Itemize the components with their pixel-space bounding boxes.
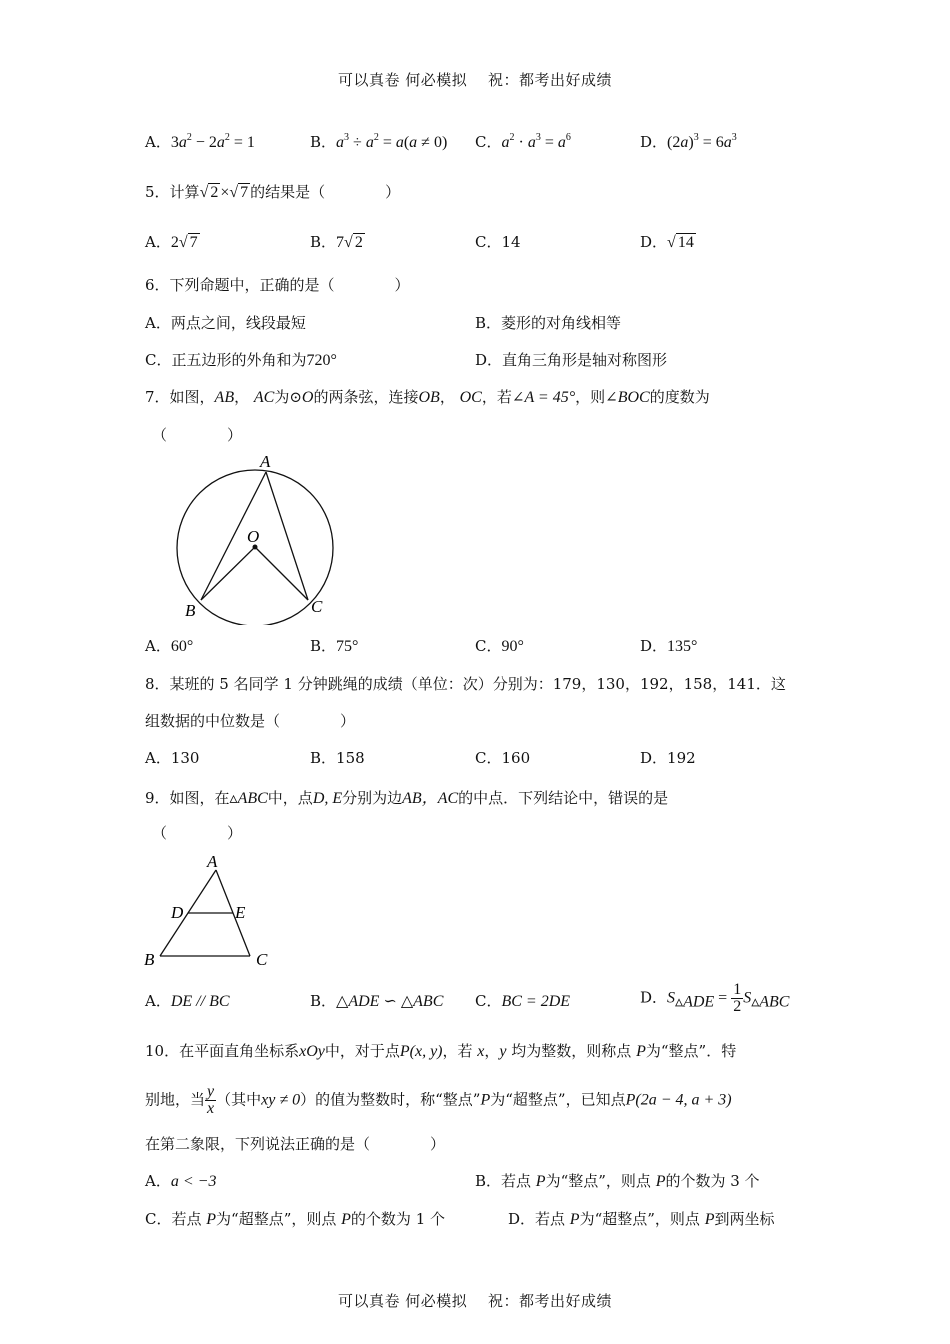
- q7-answer-blank: （ ）: [152, 426, 243, 444]
- q6-option-c: C．正五边形的外角和为720°: [145, 351, 337, 369]
- segment-oc: [255, 547, 308, 600]
- q5-stem-expr: √ 2 ×√ 7: [199, 184, 249, 201]
- q7-circle-figure: [165, 450, 355, 625]
- q8-stem-line2: 组数据的中位数是（ ）: [145, 712, 356, 730]
- option-label: B．: [310, 133, 337, 151]
- q4-option-c: [475, 131, 571, 152]
- fraction-y-over-x: $\frac{y}{x}$: [207, 1083, 215, 1117]
- q5-option-c: C．14: [475, 233, 521, 251]
- q10-option-a: A．a < −3: [145, 1172, 217, 1190]
- q4-option-d: [640, 131, 737, 152]
- label-a: A: [207, 852, 218, 871]
- q7-option-b: B．75°: [310, 637, 359, 655]
- q7-option-a: A．60°: [145, 637, 194, 655]
- q5-b-expr: 7√ 2: [336, 234, 363, 251]
- q9-option-c: C．BC = 2DE: [475, 992, 571, 1010]
- q9-stem: 9．如图，在▵ABC中，点D, E分别为边AB，AC的中点．下列结论中，错误的是: [145, 789, 669, 807]
- label-o: O: [247, 527, 260, 546]
- q10-stem-line1: 10．在平面直角坐标系xOy中，对于点P(x, y)，若 x，y 均为整数，则称点 P为“整点”．特: [145, 1042, 737, 1060]
- q8-option-c: C．160: [475, 749, 531, 767]
- q9-option-b: B．△ADE ∽ △ABC: [310, 992, 444, 1010]
- label-c: C: [311, 597, 323, 616]
- q8-option-b: B．158: [310, 749, 365, 767]
- q9-option-a: A．DE // BC: [145, 992, 230, 1010]
- q5-d-expr: √ 14: [667, 234, 694, 251]
- label-c: C: [256, 950, 268, 969]
- label-b: B: [185, 601, 196, 620]
- page-footer: 可以真卷 何必模拟 祝：都考出好成绩: [337, 1292, 613, 1310]
- segment-ob: [201, 547, 255, 600]
- q7-stem: 7．如图，AB， AC为⊙O的两条弦，连接OB， OC，若∠A = 45°，则∠BOC的度数为: [145, 388, 710, 406]
- q5-option-a: A．2√ 7: [145, 233, 198, 251]
- option-label: A．: [145, 133, 171, 151]
- q9-answer-blank: （ ）: [152, 824, 243, 842]
- q5-stem: 5．计算√ 2 ×√ 7 的结果是（ ）: [145, 183, 401, 201]
- q6-option-a: A．两点之间，线段最短: [145, 314, 306, 332]
- q8-option-a: A．130: [145, 749, 200, 767]
- q6-stem: 6．下列命题中，正确的是（ ）: [145, 276, 410, 294]
- label-d: D: [171, 903, 184, 922]
- q10-option-b: B．若点 P为“整点”，则点 P的个数为 3 个: [475, 1172, 760, 1190]
- q9-option-d: D．$S_{▵ADE}$ = $\frac{1}{2}$ $S_{▵ABC}$: [640, 981, 790, 1015]
- label-e: E: [235, 903, 246, 922]
- label-b: B: [144, 950, 155, 969]
- q10-stem-line2: 别地，当 $\frac{y}{x}$ （其中xy ≠ 0）的值为整数时，称“整点”P为“超整点”，已知点P(2a − 4, a + 3): [145, 1083, 732, 1117]
- q5-a-expr: 2√ 7: [170, 234, 198, 251]
- q4-c-expr: $a^2 \cdot a^3 = a^6$: [501, 132, 571, 151]
- option-label: D．: [640, 133, 668, 151]
- q6-option-d: D．直角三角形是轴对称图形: [475, 351, 668, 369]
- q5-option-b: B．7√ 2: [310, 233, 363, 251]
- q6-option-b: B．菱形的对角线相等: [475, 314, 622, 332]
- q4-option-b: [310, 131, 447, 152]
- q8-option-d: D．192: [640, 749, 696, 767]
- q10-stem-line3: 在第二象限，下列说法正确的是（ ）: [145, 1135, 446, 1153]
- fraction-one-half: $\frac{1}{2}$: [733, 981, 742, 1015]
- page-header: 可以真卷 何必模拟 祝：都考出好成绩: [337, 71, 613, 89]
- q10-option-c: C．若点 P为“超整点”，则点 P的个数为 1 个: [145, 1210, 446, 1228]
- q4-option-a: [145, 131, 255, 152]
- q9-triangle-figure: [140, 848, 280, 973]
- chord-ac: [266, 472, 308, 600]
- label-a: A: [260, 452, 271, 471]
- q7-option-d: D．135°: [640, 637, 698, 655]
- q5-option-d: D．√ 14: [640, 233, 694, 251]
- option-label: C．: [475, 133, 502, 151]
- q7-option-c: C．90°: [475, 637, 524, 655]
- q4-a-expr: $3a^2 - 2a^2 = 1$: [170, 132, 255, 151]
- q4-d-expr: $(2a)^3 = 6a^3$: [667, 132, 737, 151]
- q4-b-expr: $a^3 \div a^2 = a(a \ne 0)$: [336, 132, 448, 151]
- q8-stem-line1: 8．某班的 5 名同学 1 分钟跳绳的成绩（单位：次）分别为：179，130，192，158，141．这: [145, 675, 786, 693]
- q10-option-d: D．若点 P为“超整点”，则点 P到两坐标: [508, 1210, 775, 1228]
